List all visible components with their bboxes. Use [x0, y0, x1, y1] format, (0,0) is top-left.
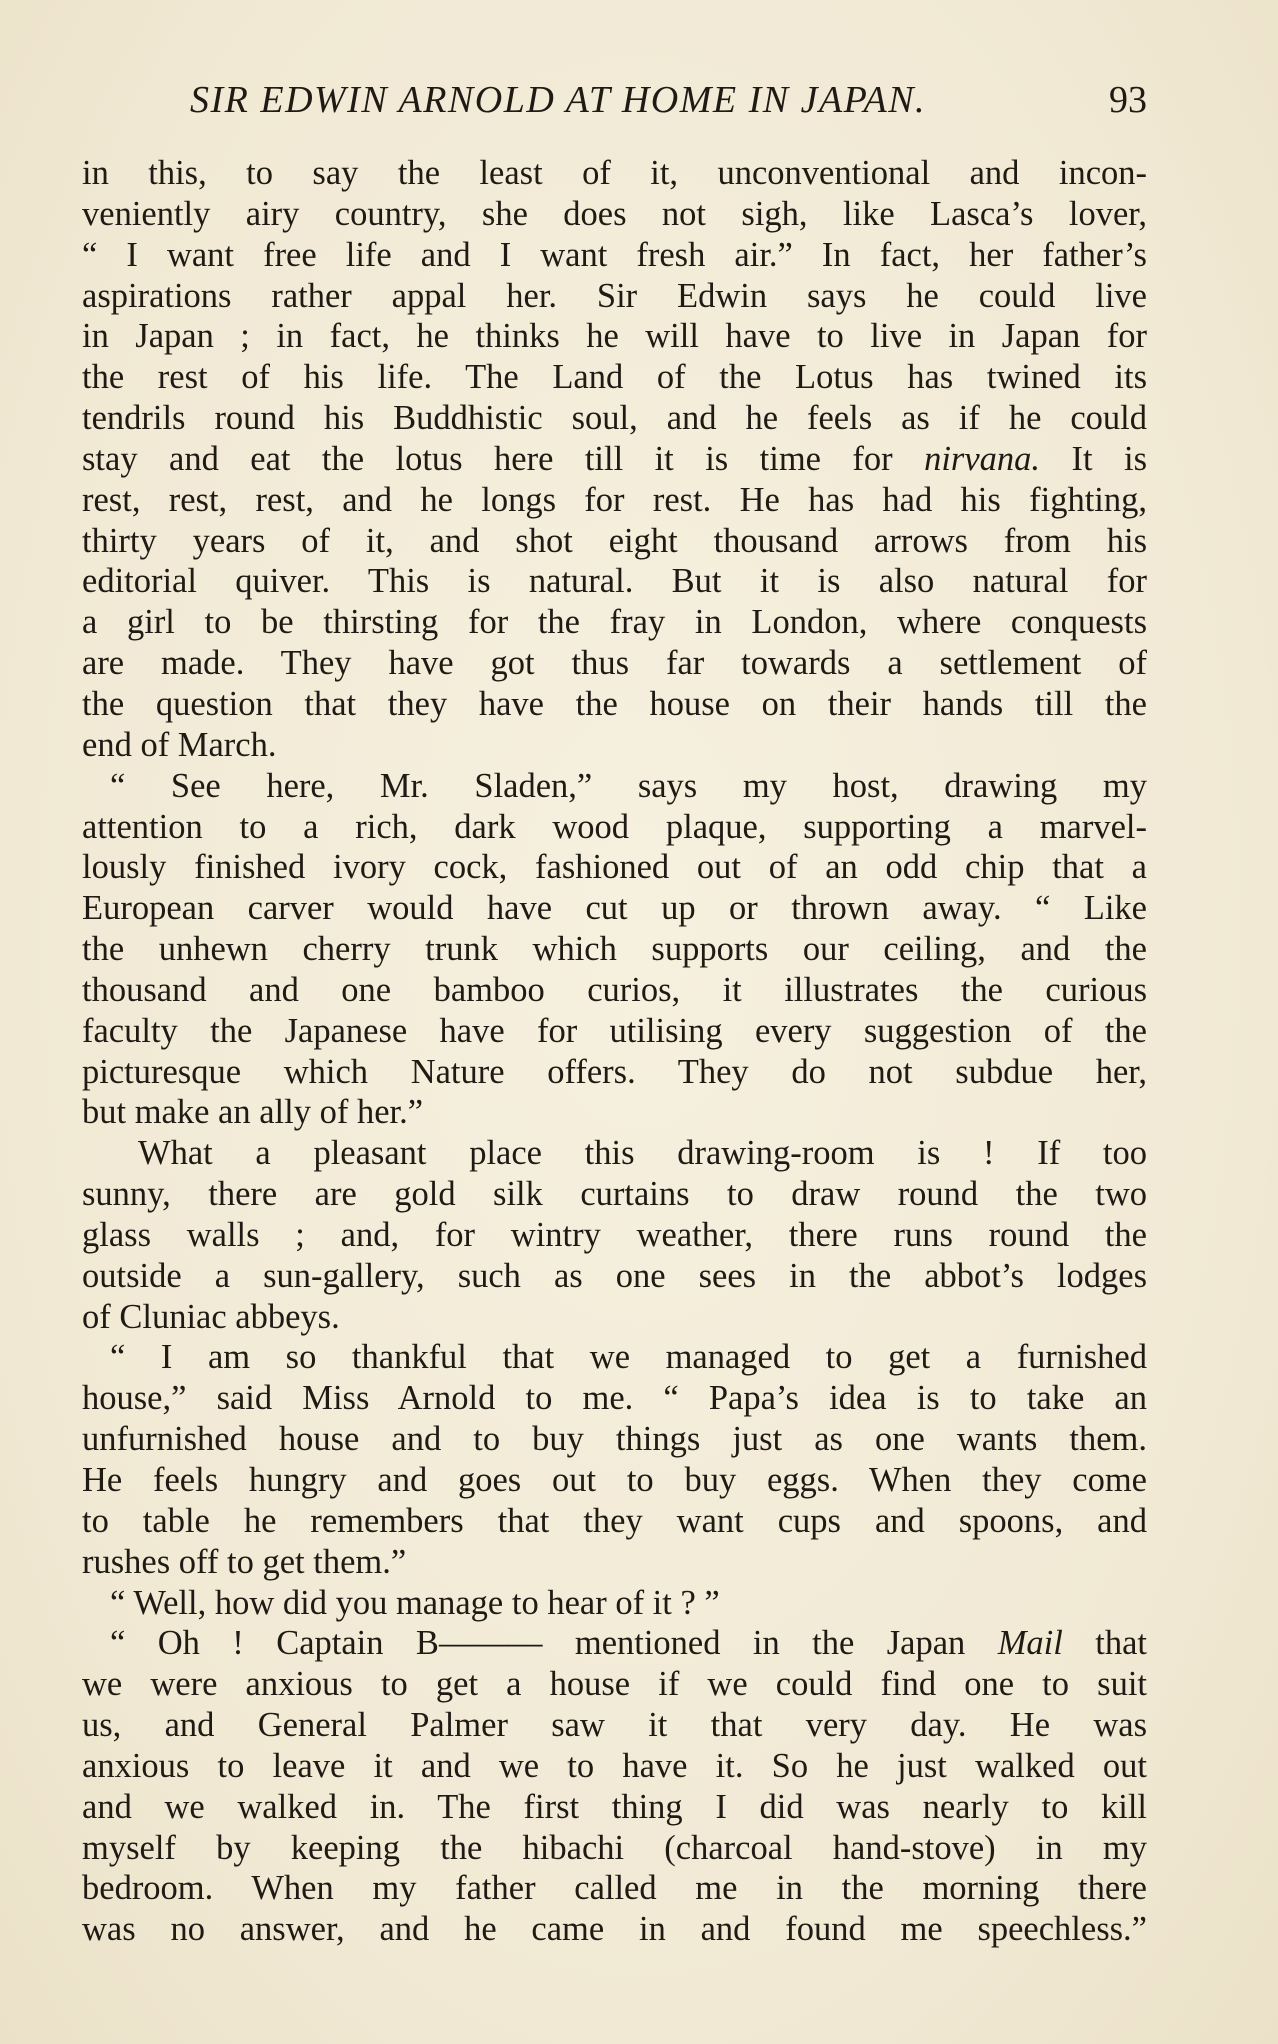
running-head	[82, 78, 1147, 130]
italic-word: Mail	[997, 1624, 1063, 1663]
text-line: outside a sun-gallery, such as one sees in the abbot’s lodges	[82, 1256, 1147, 1295]
text-line: the unhewn cherry trunk which supports our ceiling, and the	[82, 930, 1147, 969]
text-line: was no answer, and he came in and found me speechless.”	[82, 1910, 1147, 1949]
text-line: rushes off to get them.”	[82, 1542, 407, 1581]
text-segment: that	[1062, 1624, 1148, 1663]
text-line: “ I want free life and I want fresh air.” In fact, her father’s	[82, 235, 1147, 274]
text-line: unfurnished house and to buy things just as one wants them.	[82, 1420, 1147, 1459]
text-line: faculty the Japanese have for utilising every suggestion of the	[82, 1011, 1147, 1050]
text-line: sunny, there are gold silk curtains to draw round the two	[82, 1175, 1147, 1214]
text-segment: stay and eat the lotus here till it is time for	[82, 439, 925, 478]
text-line: What a pleasant place this drawing-room is ! If too	[138, 1134, 1147, 1173]
body-text	[82, 153, 1147, 1950]
text-line: editorial quiver. This is natural. But it is also natural for	[82, 562, 1147, 601]
text-line: “ Well, how did you manage to hear of it ? ”	[110, 1583, 720, 1622]
text-line: to table he remembers that they want cups and spoons, and	[82, 1501, 1147, 1540]
text-line: of Cluniac abbeys.	[82, 1297, 340, 1336]
text-line: us, and General Palmer saw it that very day. He was	[82, 1706, 1147, 1745]
text-segment: It is	[1040, 439, 1147, 478]
text-line: a girl to be thirsting for the fray in London, where conquests	[82, 603, 1147, 642]
text-line: lously finished ivory cock, fashioned out of an odd chip that a	[82, 848, 1147, 887]
text-line: attention to a rich, dark wood plaque, supporting a marvel-	[82, 807, 1147, 846]
text-line: are made. They have got thus far towards a settlement of	[82, 644, 1147, 683]
text-line: bedroom. When my father called me in the morning there	[82, 1869, 1147, 1908]
text-segment: “ Oh ! Captain B——— mentioned in the Japan	[110, 1624, 998, 1663]
text-line: anxious to leave it and we to have it. So he just walked out	[82, 1746, 1147, 1785]
italic-word: nirvana.	[924, 439, 1041, 478]
text-line: we were anxious to get a house if we could find one to suit	[82, 1665, 1147, 1704]
text-line: European carver would have cut up or thrown away. “ Like	[82, 889, 1147, 928]
text-line: picturesque which Nature offers. They do not subdue her,	[82, 1052, 1147, 1091]
text-line: in Japan ; in fact, he thinks he will have to live in Japan for	[82, 317, 1147, 356]
text-line: in this, to say the least of it, unconventional and incon-	[82, 154, 1147, 192]
text-line: thousand and one bamboo curios, it illustrates the curious	[82, 970, 1147, 1009]
page-number: 93	[1109, 79, 1147, 121]
text-line: and we walked in. The first thing I did was nearly to kill	[82, 1787, 1147, 1826]
text-line	[82, 1623, 1147, 1664]
text-line: aspirations rather appal her. Sir Edwin says he could live	[82, 276, 1147, 315]
text-line: the rest of his life. The Land of the Lotus has twined its	[82, 358, 1147, 397]
running-title: SIR EDWIN ARNOLD AT HOME IN JAPAN.	[190, 79, 927, 121]
text-line: thirty years of it, and shot eight thousand arrows from his	[82, 521, 1147, 560]
text-line: the question that they have the house on their hands till the	[82, 684, 1147, 723]
text-line: “ See here, Mr. Sladen,” says my host, drawing my	[110, 766, 1147, 805]
text-line: glass walls ; and, for wintry weather, there runs round the	[82, 1215, 1147, 1254]
text-line: end of March.	[82, 725, 277, 764]
text-line: house,” said Miss Arnold to me. “ Papa’s idea is to take an	[82, 1379, 1147, 1418]
text-line: myself by keeping the hibachi (charcoal hand-stove) in my	[82, 1828, 1147, 1867]
text-line: veniently airy country, she does not sigh, like Lasca’s lover,	[82, 194, 1147, 233]
text-line: “ I am so thankful that we managed to get a furnished	[110, 1338, 1147, 1377]
text-line: He feels hungry and goes out to buy eggs. When they come	[82, 1461, 1147, 1499]
text-line: but make an ally of her.”	[82, 1093, 424, 1132]
text-line	[82, 439, 1147, 480]
text-line: rest, rest, rest, and he longs for rest. He has had his fighting,	[82, 480, 1147, 519]
text-line: tendrils round his Buddhistic soul, and he feels as if he could	[82, 399, 1147, 438]
